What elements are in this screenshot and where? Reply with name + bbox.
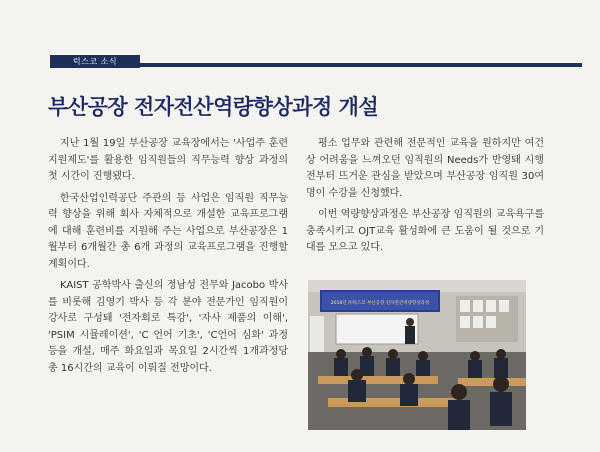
- photo-banner-text: 2018년 ㈜럭스코 부산공장 전자전산역량향상과정: [330, 301, 430, 306]
- paragraph: 지난 1월 19일 부산공장 교육장에서는 '사업주 훈련 지원제도'를 활용한 임직원들의 직무능력 향상 과정의 첫 시간이 진행됐다.: [48, 138, 288, 182]
- paragraph: KAIST 공학박사 출신의 정남성 전무와 Jacobo 박사를 비롯해 김영기 박사 등 각 분야 전문가인 임직원이 강사로 구성돼 '전자회로 특강', '자사 제품의 이해', 'PSIM 시뮬레이션', 'C 언어 기초', 'C언어 심화' 과정 등을 개설, 매주 화요일과 목요일 2시간씩 1개과정당 총 16시간의 교육이 이뤄질 전망이다.: [48, 280, 288, 374]
- paragraph: 이번 역량향상과정은 부산공장 임직원의 교육욕구를 충족시키고 OJT교육 활성화에 큰 도움이 될 것으로 기대를 모으고 있다.: [306, 209, 544, 253]
- section-tag: 럭스코 소식: [50, 55, 140, 68]
- section-divider: [140, 63, 582, 67]
- article-right-column: [306, 136, 544, 262]
- classroom-photo: [308, 280, 526, 430]
- paragraph: 평소 업무와 관련해 전문적인 교육을 원하지만 여건상 어려움을 느껴오던 임직원의 Needs가 반영돼 시행 전부터 뜨거운 관심을 받았으며 부산공장 임직원 30여명이 수강을 신청했다.: [306, 138, 544, 199]
- paragraph: 한국산업인력공단 주관의 등 사업은 임직원 직무능력 향상을 위해 회사 자체적으로 개설한 교육프로그램에 대해 훈련비를 지원해 주는 사업으로 부산공장은 1월부터 6개월간 총 6개 과정의 교육프로그램을 진행할 계획이다.: [48, 192, 288, 270]
- section-header: [50, 55, 582, 68]
- article-headline: 부산공장 전자전산역량향상과정 개설: [48, 95, 379, 119]
- article-left-column: [48, 136, 288, 382]
